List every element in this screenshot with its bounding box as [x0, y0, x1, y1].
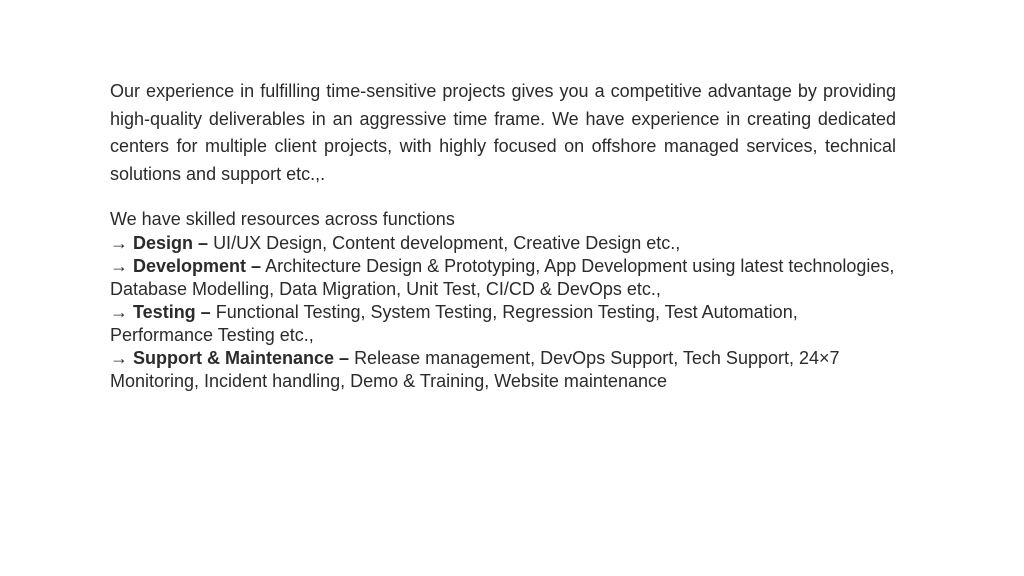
arrow-icon: → — [110, 233, 128, 254]
skill-name-development: Development – — [133, 256, 262, 277]
skill-item-development — [110, 255, 896, 301]
skill-name-testing: Testing – — [133, 302, 211, 323]
intro-paragraph: Our experience in fulfilling time-sensitive projects gives you a competitive advantage by providing high-quality deliverables in an aggressive time frame. We have experience in creating dedicated centers for multiple client projects, with highly focused on offshore managed services, technical solutions and support etc.,. — [110, 81, 896, 184]
skills-list — [110, 232, 896, 393]
skill-description-testing: Functional Testing, System Testing, Regression Testing, Test Automation, Performance Testing etc., — [110, 302, 798, 346]
skill-description-support: Release management, DevOps Support, Tech Support, 24×7 Monitoring, Incident handling, Demo & Training, Website maintenance — [110, 348, 840, 392]
skill-name-design: Design – — [133, 233, 209, 254]
skills-heading: We have skilled resources across functions — [110, 209, 455, 230]
skill-name-support: Support & Maintenance – — [133, 348, 350, 369]
skill-description-design: UI/UX Design, Content development, Creative Design etc., — [213, 233, 681, 254]
skill-item-support — [110, 347, 896, 393]
arrow-icon: → — [110, 348, 128, 369]
arrow-icon: → — [110, 256, 128, 277]
document-page — [110, 78, 896, 393]
skill-item-testing — [110, 301, 896, 347]
skill-item-design — [110, 232, 896, 255]
arrow-icon: → — [110, 302, 128, 323]
skill-description-development: Architecture Design & Prototyping, App Development using latest technologies, Database Modelling, Data Migration, Unit Test, CI/CD & DevOps etc., — [110, 256, 895, 300]
